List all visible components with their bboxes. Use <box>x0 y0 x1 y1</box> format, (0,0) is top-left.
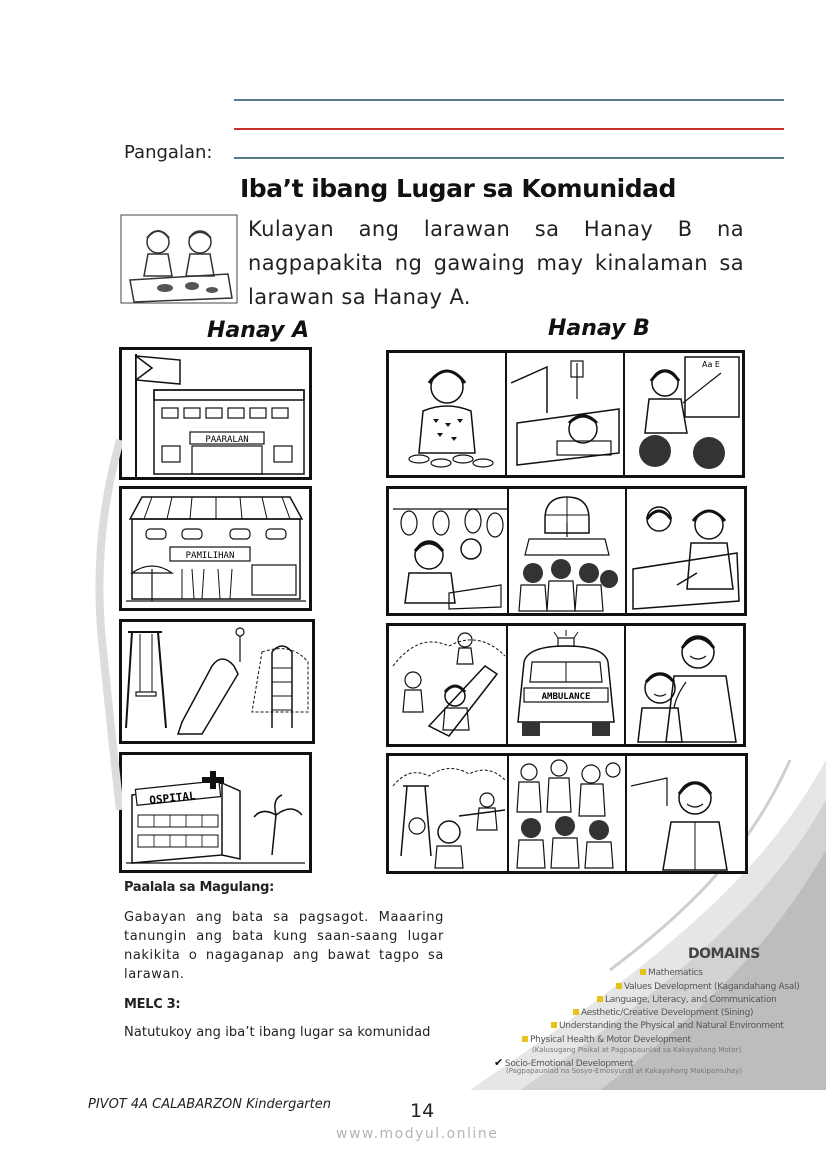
reminder-title: Paalala sa Magulang: <box>124 880 275 895</box>
hanay-a-hospital[interactable] <box>119 752 312 873</box>
page-title: Iba’t ibang Lugar sa Komunidad <box>240 174 676 203</box>
hanay-a-school[interactable] <box>119 347 312 480</box>
domain-item: Values Development (Kagandahang Asal) <box>616 982 799 992</box>
check-icon: ✔ <box>494 1056 503 1069</box>
hanay-b-row-2[interactable] <box>386 486 747 616</box>
hanay-b-row-4[interactable] <box>386 753 748 874</box>
faded-background-decoration <box>92 420 122 820</box>
name-line-middle <box>234 128 784 130</box>
domain-marker-icon <box>597 996 603 1002</box>
column-a-label: Hanay A <box>207 318 310 343</box>
reminder-body: Gabayan ang bata sa pagsagot. Maaaring tanungin ang bata kung saan-saang lugar nakikita o nagaganap ang bawat tagpo sa larawan. <box>124 910 444 982</box>
domain-marker-icon <box>573 1009 579 1015</box>
melc-body: Natutukoy ang iba’t ibang lugar sa komunidad <box>124 1025 431 1040</box>
domain-sub-item: (Kalusugang Pisikal at Pagpapaunlad sa Kakayahang Motor) <box>532 1046 742 1054</box>
name-label: Pangalan: <box>124 142 213 163</box>
domain-sub-item: (Pagpapaunlad na Sosyo-Emosyunal at Kakayahang Makipamuhay) <box>506 1067 743 1075</box>
name-line-top <box>234 99 784 101</box>
domain-marker-icon <box>551 1022 557 1028</box>
footer-publication: PIVOT 4A CALABARZON Kindergarten <box>88 1097 331 1112</box>
domain-item: Language, Literacy, and Communication <box>597 995 777 1005</box>
domains-title: DOMAINS <box>688 946 760 962</box>
page-number: 14 <box>410 1100 435 1122</box>
instructions-text: Kulayan ang larawan sa Hanay B na nagpapakita ng gawaing may kinalaman sa larawan sa Hanay A. <box>248 217 744 309</box>
name-line-bottom[interactable] <box>234 157 784 159</box>
hanay-a-playground[interactable] <box>119 619 315 744</box>
board-text: Aa E <box>702 360 720 369</box>
domain-marker-icon <box>640 969 646 975</box>
hospital-sign-text: OSPITAL <box>148 789 197 807</box>
hanay-b-row-1[interactable] <box>386 350 745 478</box>
watermark: www.modyul.online <box>336 1126 499 1142</box>
domain-item: Mathematics <box>640 968 703 978</box>
hanay-b-row-3[interactable] <box>386 623 746 747</box>
column-b-label: Hanay B <box>548 316 650 341</box>
domain-marker-icon <box>522 1036 528 1042</box>
domain-item: Understanding the Physical and Natural Environment <box>551 1021 784 1031</box>
domain-item-checked: ✔ Socio-Emotional Development <box>494 1056 634 1069</box>
school-sign-text: PAARALAN <box>205 435 249 445</box>
domain-item: Physical Health & Motor Development <box>522 1035 691 1045</box>
children-coloring-illustration <box>120 214 238 304</box>
market-sign-text: PAMILIHAN <box>185 551 235 561</box>
ambulance-label: AMBULANCE <box>541 692 591 702</box>
domain-item: Aesthetic/Creative Development (Sining) <box>573 1008 753 1018</box>
hanay-a-market[interactable] <box>119 486 312 611</box>
domain-marker-icon <box>616 983 622 989</box>
melc-title: MELC 3: <box>124 997 181 1012</box>
